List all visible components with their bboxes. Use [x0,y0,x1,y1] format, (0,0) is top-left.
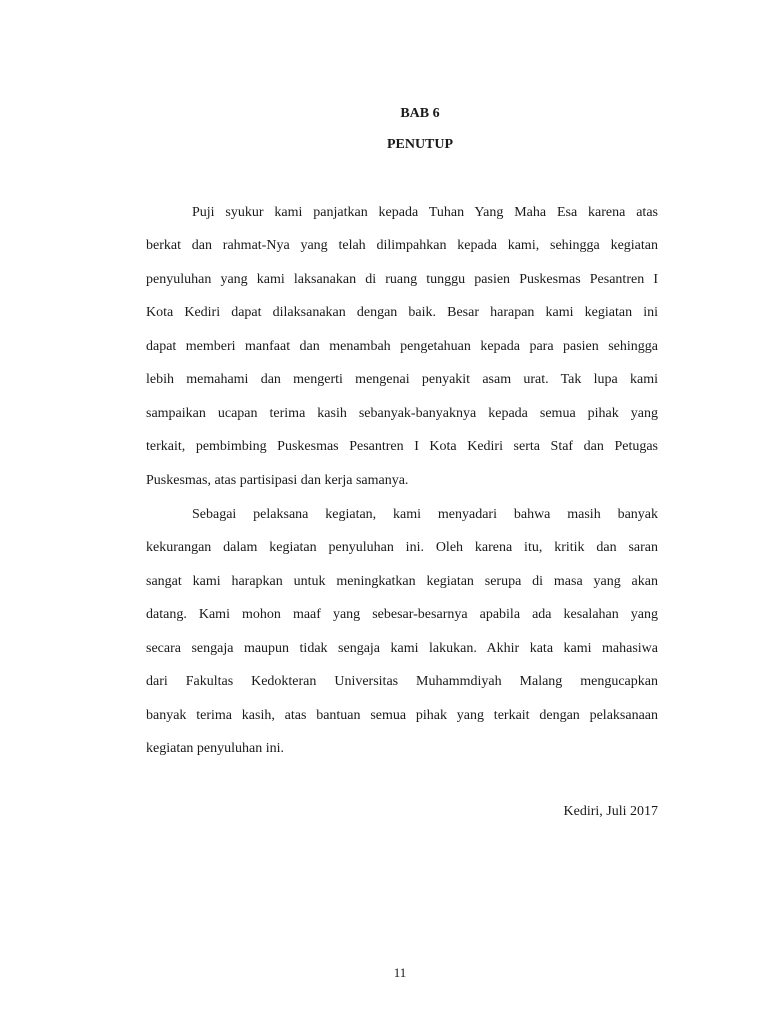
text-line: datang. Kami mohon maaf yang sebesar-besarnya apabila ada kesalahan yang [146,607,658,622]
page-title: PENUTUP [386,137,454,152]
text-line: Puskesmas, atas partisipasi dan kerja samanya. [146,473,409,488]
chapter-heading: BAB 6 [400,106,440,121]
text-line: Puji syukur kami panjatkan kepada Tuhan Yang Maha Esa karena atas [192,205,658,220]
text-line: secara sengaja maupun tidak sengaja kami lakukan. Akhir kata kami mahasiwa [146,641,658,656]
text-line: kekurangan dalam kegiatan penyuluhan ini. Oleh karena itu, kritik dan saran [146,540,658,555]
text-line: sampaikan ucapan terima kasih sebanyak-banyaknya kepada semua pihak yang [146,406,658,421]
text-line: Sebagai pelaksana kegiatan, kami menyadari bahwa masih banyak [192,507,658,522]
page-number: 11 [393,965,407,980]
text-line: lebih memahami dan mengerti mengenai penyakit asam urat. Tak lupa kami [146,372,658,387]
text-line: Kota Kediri dapat dilaksanakan dengan baik. Besar harapan kami kegiatan ini [146,305,658,320]
text-line: dari Fakultas Kedokteran Universitas Muhammdiyah Malang mengucapkan [146,674,658,689]
text-line: berkat dan rahmat-Nya yang telah dilimpahkan kepada kami, sehingga kegiatan [146,238,658,253]
text-line: penyuluhan yang kami laksanakan di ruang tunggu pasien Puskesmas Pesantren I [146,272,658,287]
text-line: banyak terima kasih, atas bantuan semua pihak yang terkait dengan pelaksanaan [146,708,658,723]
text-line: terkait, pembimbing Puskesmas Pesantren I Kota Kediri serta Staf dan Petugas [146,439,658,454]
text-line: kegiatan penyuluhan ini. [146,741,285,756]
signature-place-date: Kediri, Juli 2017 [563,804,658,819]
text-line: dapat memberi manfaat dan menambah pengetahuan kepada para pasien sehingga [146,339,658,354]
text-line: sangat kami harapkan untuk meningkatkan kegiatan serupa di masa yang akan [146,574,658,589]
